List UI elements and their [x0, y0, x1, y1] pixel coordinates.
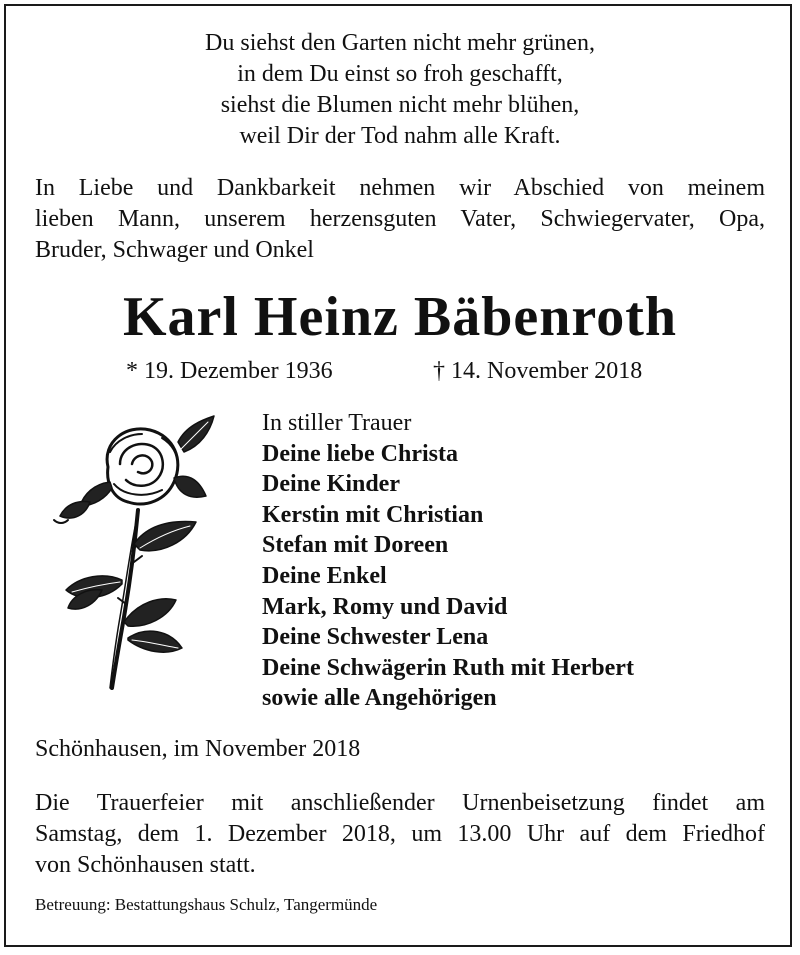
poem [0, 28, 800, 152]
birth-date: * 19. Dezember 1936 [126, 358, 333, 384]
intro-paragraph [35, 173, 765, 266]
mourner-line: Deine Schwester Lena [262, 624, 489, 651]
funeral-line: Die Trauerfeier mit anschließender Urnenbeisetzung findet am [35, 790, 765, 816]
funeral-line: von Schönhausen statt. [35, 852, 256, 878]
poem-line: weil Dir der Tod nahm alle Kraft. [239, 123, 561, 149]
place-date: Schönhausen, im November 2018 [35, 736, 361, 762]
mourner-line: Deine Schwägerin Ruth mit Herbert [262, 654, 634, 681]
intro-line: Bruder, Schwager und Onkel [35, 237, 314, 263]
mourner-line: Stefan mit Doreen [262, 532, 449, 559]
undertaker-credit: Betreuung: Bestattungshaus Schulz, Tangermünde [35, 895, 378, 914]
poem-line: siehst die Blumen nicht mehr blühen, [220, 92, 580, 118]
poem-line: Du siehst den Garten nicht mehr grünen, [205, 30, 595, 56]
funeral-line: Samstag, dem 1. Dezember 2018, um 13.00 Uhr auf dem Friedhof [35, 821, 765, 847]
deceased-name: Karl Heinz Bäbenroth [122, 286, 678, 348]
poem-line: in dem Du einst so froh geschafft, [237, 61, 563, 87]
mourner-line: Kerstin mit Christian [262, 501, 484, 528]
intro-line: lieben Mann, unserem herzensguten Vater, Schwiegervater, Opa, [35, 206, 765, 232]
mourners-heading: In stiller Trauer [262, 410, 412, 436]
death-date: † 14. November 2018 [433, 358, 643, 384]
intro-line: In Liebe und Dankbarkeit nehmen wir Abschied von meinem [35, 175, 765, 201]
mourner-line: Deine Enkel [262, 562, 387, 589]
mourners-list [262, 408, 634, 714]
mourner-line: sowie alle Angehörigen [262, 685, 497, 712]
mourner-line: Deine Kinder [262, 471, 400, 498]
rose-icon [50, 412, 220, 694]
funeral-info [35, 788, 765, 881]
mourner-line: Deine liebe Christa [262, 440, 458, 467]
mourner-line: Mark, Romy und David [262, 593, 508, 620]
